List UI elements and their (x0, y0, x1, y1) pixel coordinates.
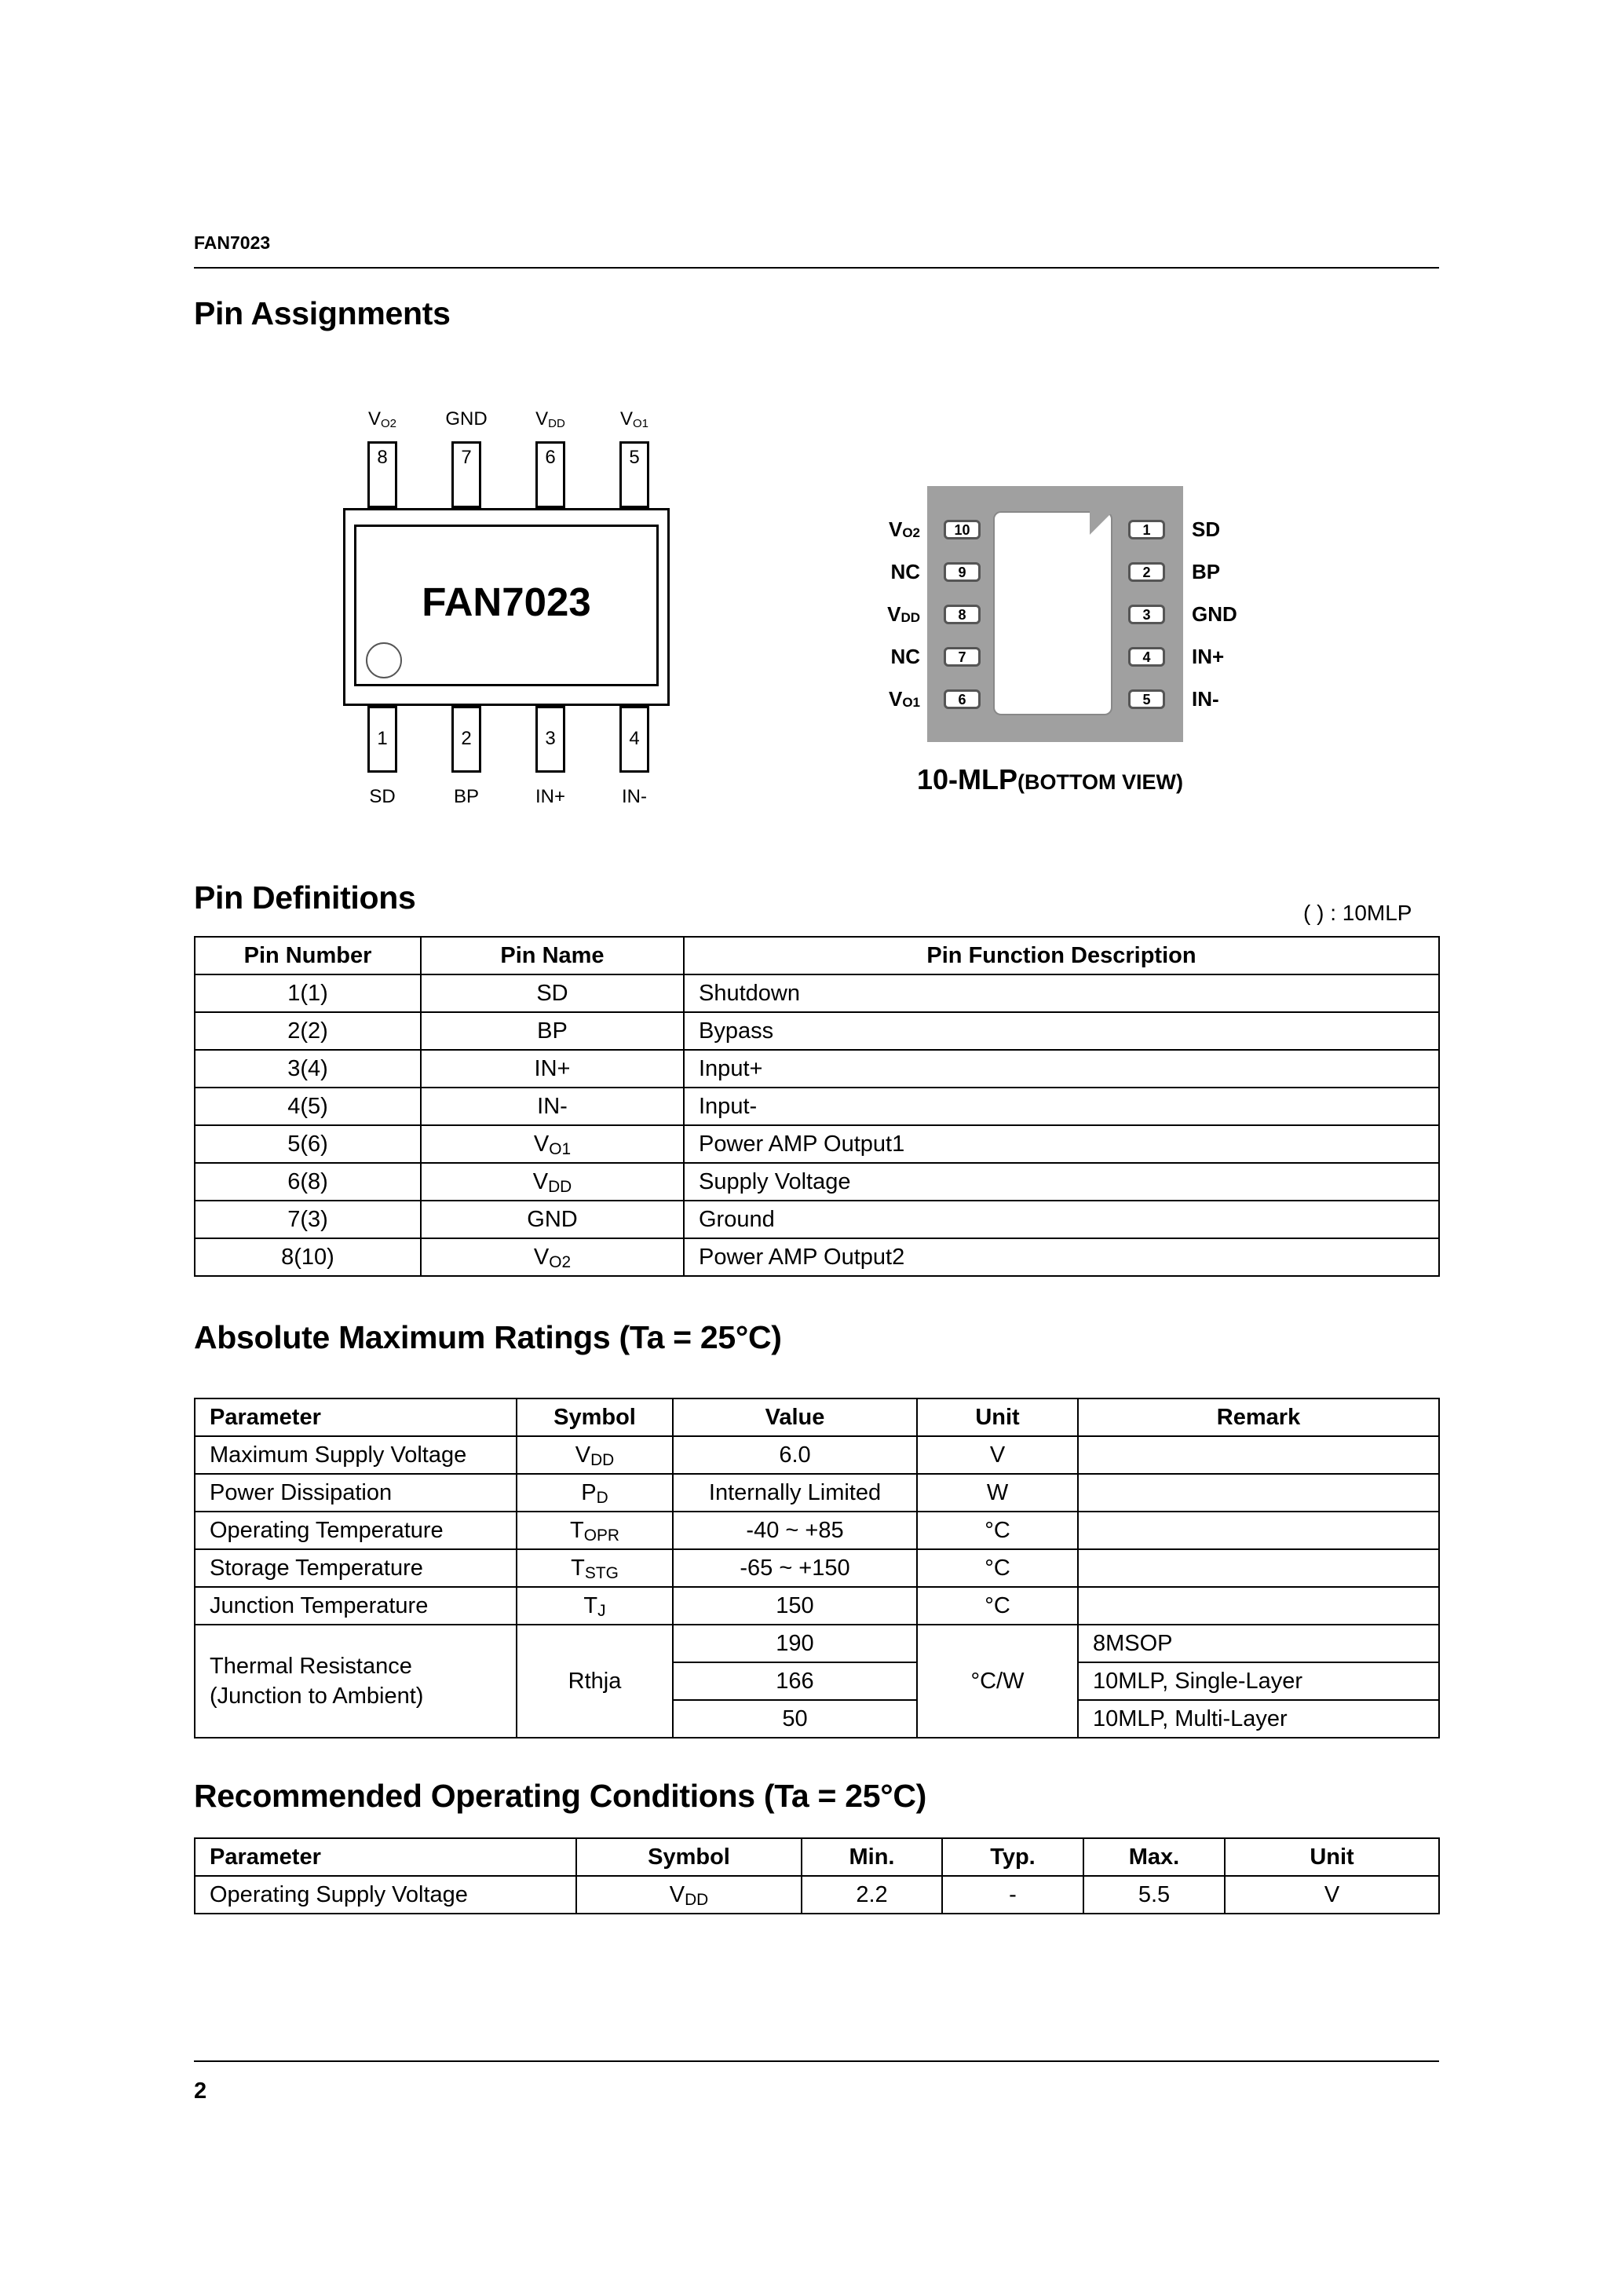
pin-number-cell: 7(3) (195, 1201, 421, 1238)
symbol-cell: $V_{DD}$ (576, 1876, 802, 1914)
remark-cell (1078, 1474, 1439, 1512)
mlp-pin-10: 10 (944, 520, 981, 539)
value-cell: 150 (673, 1587, 917, 1625)
pin-number-cell: 2(2) (195, 1012, 421, 1050)
top-pin-label-7: GND (445, 408, 488, 430)
parameter-cell: Storage Temperature (195, 1549, 517, 1587)
remark-cell (1078, 1512, 1439, 1549)
mlp-label-4: IN+ (1192, 645, 1225, 668)
table-row (195, 1876, 1439, 1914)
table-header-row (195, 1838, 1439, 1876)
pin-name-cell: IN+ (421, 1050, 684, 1088)
bottom-pin-label-2: BP (453, 786, 479, 807)
recommended-title: Recommended Operating Conditions (Ta = 25°C) (194, 1778, 927, 1814)
pin-number-cell: 8(10) (195, 1238, 421, 1276)
mlp-label-6: $V_{O1}$ (888, 687, 920, 711)
pin-description-cell: Power AMP Output2 (684, 1238, 1439, 1276)
pin-number-cell: 3(4) (195, 1050, 421, 1088)
value-cell: 6.0 (673, 1436, 917, 1474)
pin-7: 7 (451, 441, 481, 508)
pin-name-cell: GND (421, 1201, 684, 1238)
header-rule (194, 267, 1439, 269)
table-row (195, 1625, 1439, 1662)
table-row (195, 1201, 1439, 1238)
mlp-label-5: IN- (1192, 687, 1219, 711)
pin1-marker-icon (366, 642, 402, 678)
mlp-label-2: BP (1192, 560, 1221, 583)
recommended-table (194, 1837, 1440, 1914)
table-row (195, 1012, 1439, 1050)
mlp-pin-1: 1 (1128, 520, 1165, 539)
pin-definitions-table (194, 936, 1440, 1277)
absolute-max-table (194, 1398, 1440, 1738)
header-symbol: Symbol (576, 1838, 802, 1876)
header-remark: Remark (1078, 1398, 1439, 1436)
unit-cell: °C (917, 1549, 1078, 1587)
symbol-cell: $V_{DD}$ (517, 1436, 673, 1474)
unit-cell: °C (917, 1512, 1078, 1549)
mlp-pin-7: 7 (944, 647, 981, 667)
parameter-cell: Operating Temperature (195, 1512, 517, 1549)
thermal-unit-cell: °C/W (917, 1625, 1078, 1738)
pin-description-cell: Power AMP Output1 (684, 1125, 1439, 1163)
parameter-cell: Power Dissipation (195, 1474, 517, 1512)
pin-assignments-title: Pin Assignments (194, 295, 451, 331)
mlp-label-8: $V_{DD}$ (887, 602, 920, 626)
table-row (195, 1436, 1439, 1474)
table-row (195, 1163, 1439, 1201)
parameter-cell: Maximum Supply Voltage (195, 1436, 517, 1474)
top-pin-label-8: $V_{O2}$ (367, 408, 397, 430)
table-header-row (195, 1398, 1439, 1436)
mlp-pin-9: 9 (944, 562, 981, 582)
pin-definitions-title: Pin Definitions (194, 879, 416, 916)
pin-description-cell: Bypass (684, 1012, 1439, 1050)
page-number: 2 (194, 2078, 207, 2104)
pin-description-cell: Input+ (684, 1050, 1439, 1088)
table-row (195, 1125, 1439, 1163)
mlp-pin-2: 2 (1128, 562, 1165, 582)
header-parameter: Parameter (195, 1398, 517, 1436)
pin-description-cell: Shutdown (684, 974, 1439, 1012)
pin-name-cell: SD (421, 974, 684, 1012)
mlp-label-9: NC (890, 560, 920, 583)
remark-cell: 10MLP, Single-Layer (1078, 1662, 1439, 1700)
mlp-pin-8: 8 (944, 605, 981, 624)
header-symbol: Symbol (517, 1398, 673, 1436)
footer-rule (194, 2060, 1439, 2062)
symbol-cell: $P_D$ (517, 1474, 673, 1512)
pin-number-cell: 6(8) (195, 1163, 421, 1201)
bottom-pin-label-3: IN+ (535, 786, 565, 807)
max-cell: 5.5 (1083, 1876, 1225, 1914)
remark-cell: 10MLP, Multi-Layer (1078, 1700, 1439, 1738)
table-header-row (195, 937, 1439, 974)
pin-5: 5 (619, 441, 649, 508)
pin-name-cell: $V_{O1}$ (421, 1125, 684, 1163)
header-max: Max. (1083, 1838, 1225, 1876)
mlp-label-3: GND (1192, 602, 1237, 626)
value-cell: 166 (673, 1662, 917, 1700)
symbol-cell: $T_{STG}$ (517, 1549, 673, 1587)
mlp-pin-4: 4 (1128, 647, 1165, 667)
header-parameter: Parameter (195, 1838, 576, 1876)
pin-name-cell: $V_{DD}$ (421, 1163, 684, 1201)
pin-number-cell: 1(1) (195, 974, 421, 1012)
table-row (195, 1474, 1439, 1512)
header-pin-name: Pin Name (421, 937, 684, 974)
mlp-pin-6: 6 (944, 689, 981, 709)
pin-description-cell: Input- (684, 1088, 1439, 1125)
header-unit: Unit (1225, 1838, 1439, 1876)
pin-name-cell: $V_{O2}$ (421, 1238, 684, 1276)
table-row (195, 1587, 1439, 1625)
symbol-cell: $T_{OPR}$ (517, 1512, 673, 1549)
header-value: Value (673, 1398, 917, 1436)
value-cell: 50 (673, 1700, 917, 1738)
pin-description-cell: Ground (684, 1201, 1439, 1238)
mlp-note: ( ) : 10MLP (1303, 901, 1412, 925)
table-row (195, 1088, 1439, 1125)
pin-2: 2 (451, 706, 481, 773)
value-cell: Internally Limited (673, 1474, 917, 1512)
pin-4: 4 (619, 706, 649, 773)
mlp-pad-chamfer (1090, 511, 1113, 535)
typ-cell: - (942, 1876, 1083, 1914)
pin-name-cell: BP (421, 1012, 684, 1050)
table-row (195, 1238, 1439, 1276)
mlp-pin-3: 3 (1128, 605, 1165, 624)
header-pin-function: Pin Function Description (684, 937, 1439, 974)
header-pin-number: Pin Number (195, 937, 421, 974)
value-cell: -40 ~ +85 (673, 1512, 917, 1549)
value-cell: -65 ~ +150 (673, 1549, 917, 1587)
part-number-header: FAN7023 (194, 232, 271, 253)
table-row (195, 974, 1439, 1012)
header-unit: Unit (917, 1398, 1078, 1436)
pin-number-cell: 4(5) (195, 1088, 421, 1125)
remark-cell: 8MSOP (1078, 1625, 1439, 1662)
unit-cell: W (917, 1474, 1078, 1512)
thermal-symbol-cell: Rthja (517, 1625, 673, 1738)
unit-cell: °C (917, 1587, 1078, 1625)
pin-number-cell: 5(6) (195, 1125, 421, 1163)
top-pin-label-6: $V_{DD}$ (535, 408, 565, 430)
remark-cell (1078, 1587, 1439, 1625)
symbol-cell: $T_J$ (517, 1587, 673, 1625)
thermal-parameter-cell: Thermal Resistance (Junction to Ambient) (195, 1625, 517, 1738)
pin-description-cell: Supply Voltage (684, 1163, 1439, 1201)
pin-1: 1 (367, 706, 397, 773)
header-typ: Typ. (942, 1838, 1083, 1876)
mlp-caption: 10-MLP(BOTTOM VIEW) (917, 763, 1184, 795)
mlp-label-7: NC (890, 645, 920, 668)
pin-name-cell: IN- (421, 1088, 684, 1125)
mlp-pin-5: 5 (1128, 689, 1165, 709)
unit-cell: V (1225, 1876, 1439, 1914)
chip-label: FAN7023 (422, 579, 591, 624)
pin-6: 6 (535, 441, 565, 508)
top-pin-label-5: $V_{O1}$ (619, 408, 649, 430)
remark-cell (1078, 1549, 1439, 1587)
mlp-label-1: SD (1192, 517, 1221, 541)
header-min: Min. (802, 1838, 942, 1876)
pin-8: 8 (367, 441, 397, 508)
min-cell: 2.2 (802, 1876, 942, 1914)
absolute-max-title: Absolute Maximum Ratings (Ta = 25°C) (194, 1319, 782, 1355)
bottom-pin-label-1: SD (369, 786, 396, 807)
table-row (195, 1549, 1439, 1587)
mlp-exposed-pad (993, 511, 1112, 715)
parameter-cell: Operating Supply Voltage (195, 1876, 576, 1914)
table-row (195, 1050, 1439, 1088)
pin-3: 3 (535, 706, 565, 773)
remark-cell (1078, 1436, 1439, 1474)
mlp-label-10: $V_{O2}$ (888, 517, 920, 541)
value-cell: 190 (673, 1625, 917, 1662)
unit-cell: V (917, 1436, 1078, 1474)
parameter-cell: Junction Temperature (195, 1587, 517, 1625)
bottom-pin-label-4: IN- (622, 786, 647, 807)
table-row (195, 1512, 1439, 1549)
